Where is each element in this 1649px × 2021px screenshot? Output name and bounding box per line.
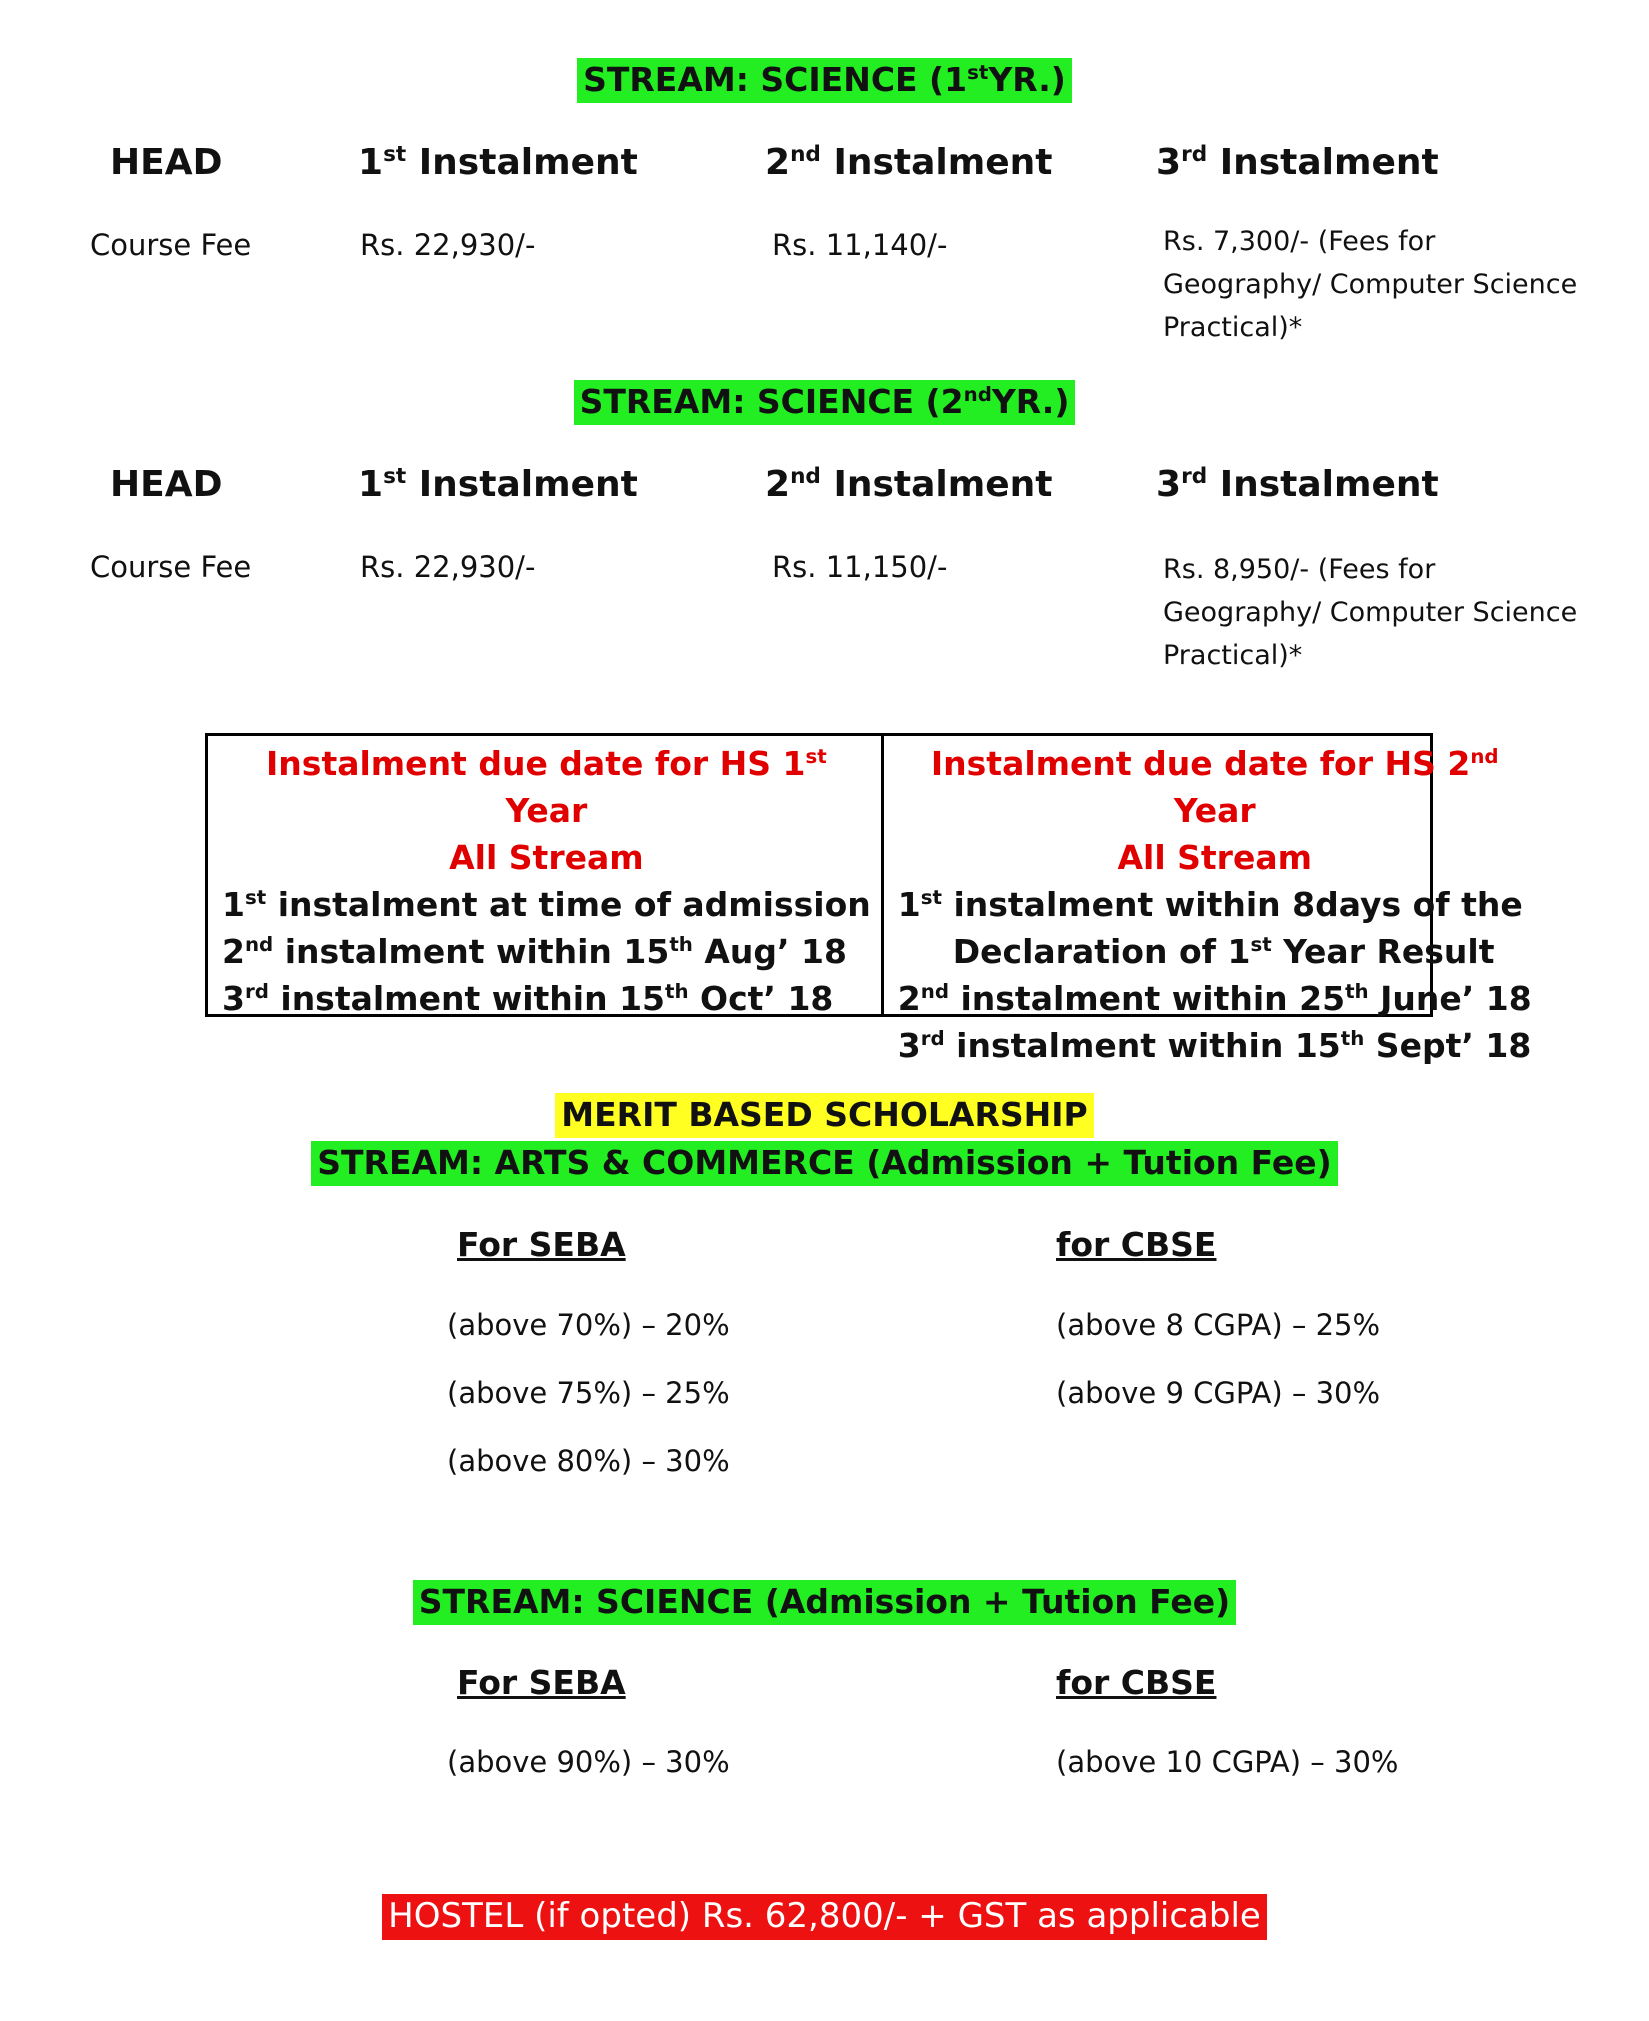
sci2-row-label: Course Fee xyxy=(90,550,252,584)
sci1-i3-value: Rs. 7,300/- (Fees for Geography/ Computer Science Practical)* xyxy=(1163,226,1578,343)
due-hs1-subtitle: All Stream xyxy=(449,838,644,877)
arts-seba-item: (above 70%) – 20% xyxy=(447,1308,730,1342)
due-hs1-line: 3rd instalment within 15th Oct’ 18 xyxy=(222,979,834,1018)
sci2-i3-value: Rs. 8,950/- (Fees for Geography/ Computer Science Practical)* xyxy=(1163,554,1578,671)
sci2-i1-header: 1st Instalment xyxy=(358,464,638,505)
due-hs2-title: Instalment due date for HS 2nd Year xyxy=(930,744,1499,830)
due-hs2-subtitle: All Stream xyxy=(1117,838,1312,877)
due-hs2-line: 2nd instalment within 25th June’ 18 xyxy=(897,979,1532,1018)
due-hs1-column xyxy=(208,736,881,1018)
sci2-i2-value: Rs. 11,150/- xyxy=(772,550,948,584)
sci1-i1-value: Rs. 22,930/- xyxy=(360,228,536,262)
science-cbse-item: (above 10 CGPA) – 30% xyxy=(1056,1745,1399,1779)
arts-seba-item: (above 75%) – 25% xyxy=(447,1376,730,1410)
science-seba-item: (above 90%) – 30% xyxy=(447,1745,730,1779)
due-hs1-line: 1st instalment at time of admission xyxy=(222,885,871,924)
merit-title: MERIT BASED SCHOLARSHIP xyxy=(0,1093,1649,1138)
due-hs1-title: Instalment due date for HS 1st Year xyxy=(266,744,827,830)
sci1-i2-header: 2nd Instalment xyxy=(765,142,1053,183)
sci2-head-header: HEAD xyxy=(110,464,223,505)
arts-stream-title: STREAM: ARTS & COMMERCE (Admission + Tution Fee) xyxy=(0,1141,1649,1186)
sci1-i2-value: Rs. 11,140/- xyxy=(772,228,948,262)
arts-cbse-heading: for CBSE xyxy=(1056,1225,1217,1264)
science-cbse-heading: for CBSE xyxy=(1056,1663,1217,1702)
science-seba-heading: For SEBA xyxy=(457,1663,626,1702)
due-hs1-line: 2nd instalment within 15th Aug’ 18 xyxy=(222,932,847,971)
sci1-row-label: Course Fee xyxy=(90,228,252,262)
sci1-title: STREAM: SCIENCE (1stYR.) xyxy=(0,58,1649,103)
sci1-head-header: HEAD xyxy=(110,142,223,183)
hostel-note: HOSTEL (if opted) Rs. 62,800/- + GST as applicable xyxy=(0,1896,1649,1936)
sci2-i3-header: 3rd Instalment xyxy=(1156,464,1439,505)
science-stream-title: STREAM: SCIENCE (Admission + Tution Fee) xyxy=(0,1580,1649,1625)
arts-cbse-item: (above 8 CGPA) – 25% xyxy=(1056,1308,1381,1342)
sci2-i2-header: 2nd Instalment xyxy=(765,464,1053,505)
sci1-i1-header: 1st Instalment xyxy=(358,142,638,183)
due-date-table xyxy=(205,733,1532,1065)
sci2-title: STREAM: SCIENCE (2ndYR.) xyxy=(0,380,1649,425)
arts-seba-heading: For SEBA xyxy=(457,1225,626,1264)
due-hs2-line: 1st instalment within 8days of the xyxy=(897,885,1523,924)
arts-cbse-item: (above 9 CGPA) – 30% xyxy=(1056,1376,1381,1410)
sci2-i1-value: Rs. 22,930/- xyxy=(360,550,536,584)
due-hs2-column xyxy=(881,736,1542,1065)
arts-seba-item: (above 80%) – 30% xyxy=(447,1444,730,1478)
due-hs2-line: Declaration of 1st Year Result xyxy=(952,932,1495,971)
due-hs2-line: 3rd instalment within 15th Sept’ 18 xyxy=(897,1026,1532,1065)
sci1-i3-header: 3rd Instalment xyxy=(1156,142,1439,183)
